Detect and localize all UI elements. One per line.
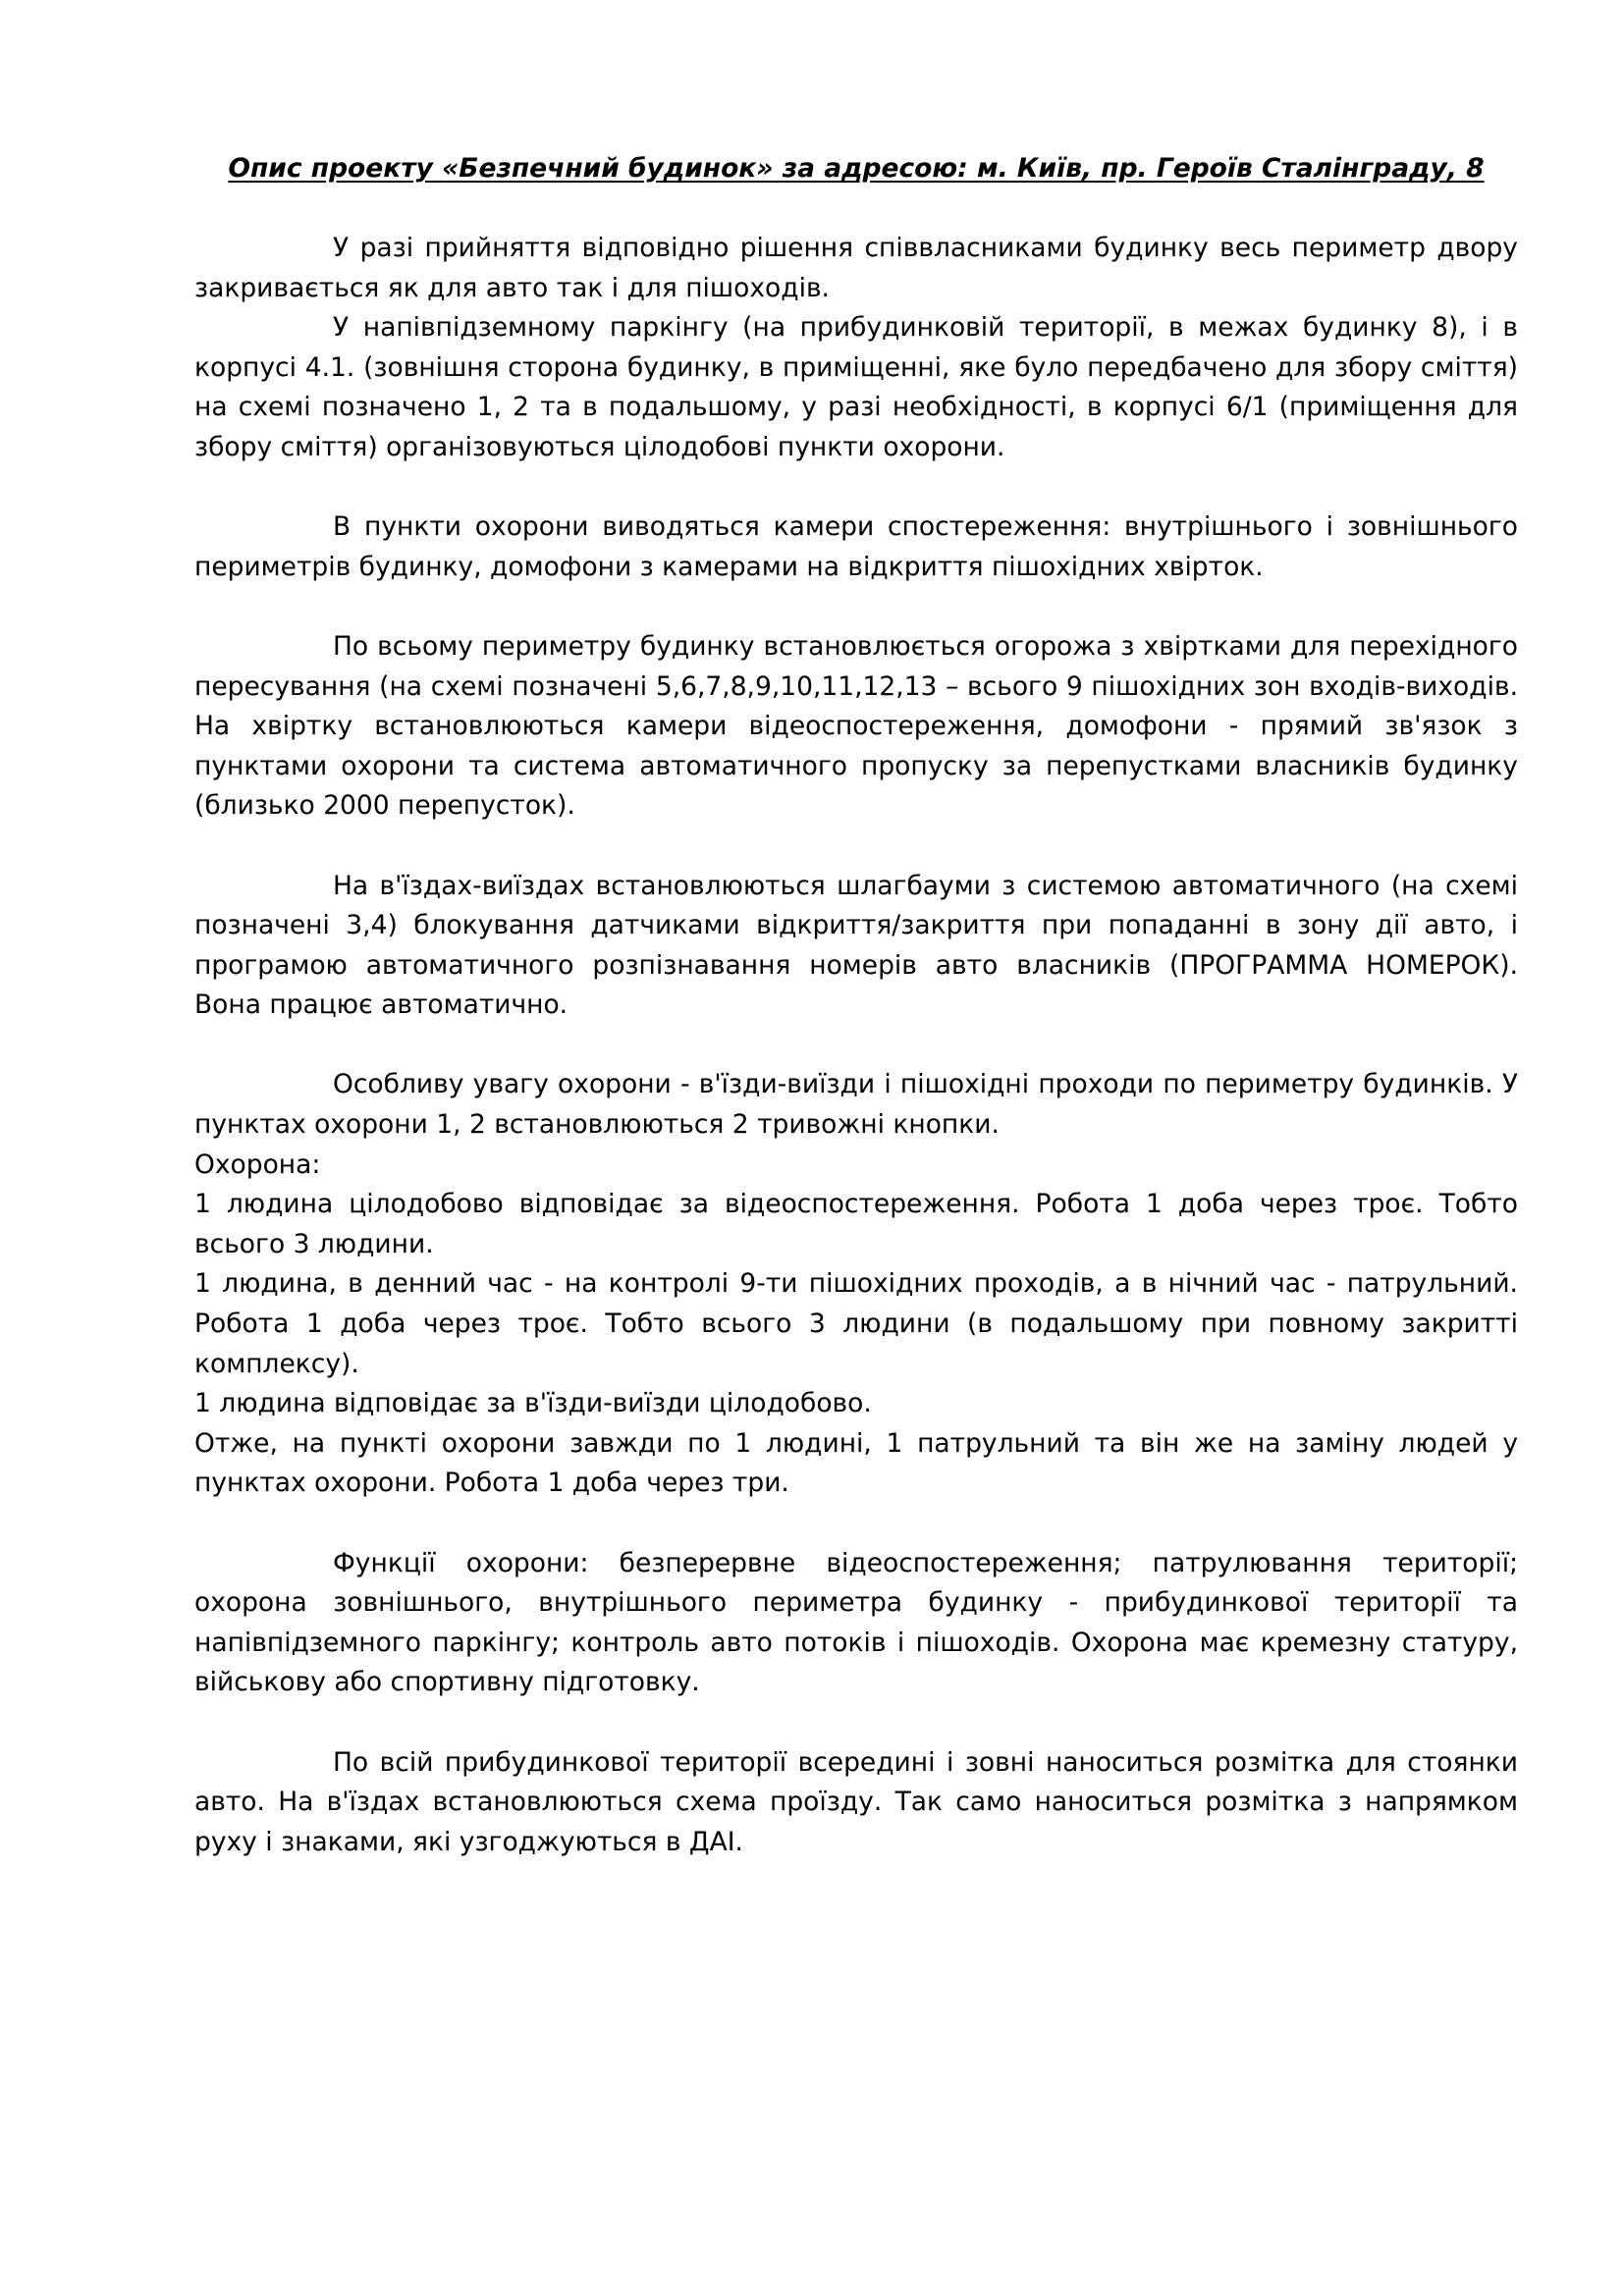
- paragraph-guard-functions: Функції охорони: безперервне відеоспостереження; патрулювання території; охорона зовнішнього, внутрішнього периметра будинку - прибудинкової території та напівпідземного паркінгу; контроль авто потоків і пішоходів. Охорона має кремезну статуру, військову або спортивну підготовку.: [194, 1547, 1518, 1698]
- paragraph-fence-gates: По всьому периметру будинку встановлюється огорожа з хвіртками для перехідного пересування (на схемі позначені 5,6,7,8,9,10,11,12,13 – всього 9 пішохідних зон входів-виходів. На хвіртку встановлюються камери відеоспостереження, домофони - прямий зв'язок з пунктами охорони та система автоматичного пропуску за перепустками власників будинку (близько 2000 перепусток).: [194, 630, 1518, 822]
- paragraph-barriers: На в'їздах-виїздах встановлюються шлагбауми з системою автоматичного (на схемі позначені 3,4) блокування датчиками відкриття/закриття при попаданні в зону дії авто, і програмою автоматичного розпізнавання номерів авто власників (ПРОГРАММА НОМЕРОК). Вона працює автоматично.: [194, 870, 1518, 1021]
- guard-line-entrances: 1 людина відповідає за в'їзди-виїзди цілодобово.: [194, 1388, 872, 1419]
- paragraph-perimeter-closure: У разі прийняття відповідно рішення співвласниками будинку весь периметр двору закривається як для авто так і для пішоходів.: [194, 233, 1518, 303]
- guard-line-summary: Отже, на пункті охорони завжди по 1 людині, 1 патрульний та він же на заміну людей у пунктах охорони. Робота 1 доба через три.: [194, 1427, 1518, 1499]
- guard-label: Охорона:: [194, 1148, 321, 1180]
- guard-line-video: 1 людина цілодобово відповідає за відеоспостереження. Робота 1 доба через троє. Тобто всього 3 людини.: [194, 1189, 1518, 1259]
- document-body: [194, 229, 1518, 1862]
- paragraph-guard-posts: У напівпідземному паркінгу (на прибудинковій території, в межах будинку 8), і в корпусі 4.1. (зовнішня сторона будинку, в приміщенні, яке було передбачено для збору сміття) на схемі позначено 1, 2 та в подальшому, у разі необхідності, в корпусі 6/1 (приміщення для збору сміття) організовуються цілодобові пункти охорони.: [194, 312, 1518, 462]
- paragraph-guard-attention: Особливу увагу охорони - в'їзди-виїзди і пішохідні проходи по периметру будинків. У пунктах охорони 1, 2 встановлюються 2 тривожні кнопки.: [194, 1069, 1518, 1141]
- paragraph-cameras: В пункти охорони виводяться камери спостереження: внутрішнього і зовнішнього периметрів будинку, домофони з камерами на відкриття пішохідних хвірток.: [194, 511, 1518, 582]
- paragraph-road-marking: По всій прибудинкової території всередині і зовні наноситься розмітка для стоянки авто. На в'їздах встановлюються схема проїзду. Так само наноситься розмітка з напрямком руху і знаками, які узгоджуються в ДАІ.: [194, 1746, 1518, 1857]
- guard-line-patrol: 1 людина, в денний час - на контролі 9-ти пішохідних проходів, а в нічний час - патрульний. Робота 1 доба через троє. Тобто всього 3 людини (в подальшому при повному закритті комплексу).: [194, 1268, 1518, 1379]
- document-title: Опис проекту «Безпечний будинок» за адресою: м. Київ, пр. Героїв Сталінграду, 8: [228, 153, 1485, 184]
